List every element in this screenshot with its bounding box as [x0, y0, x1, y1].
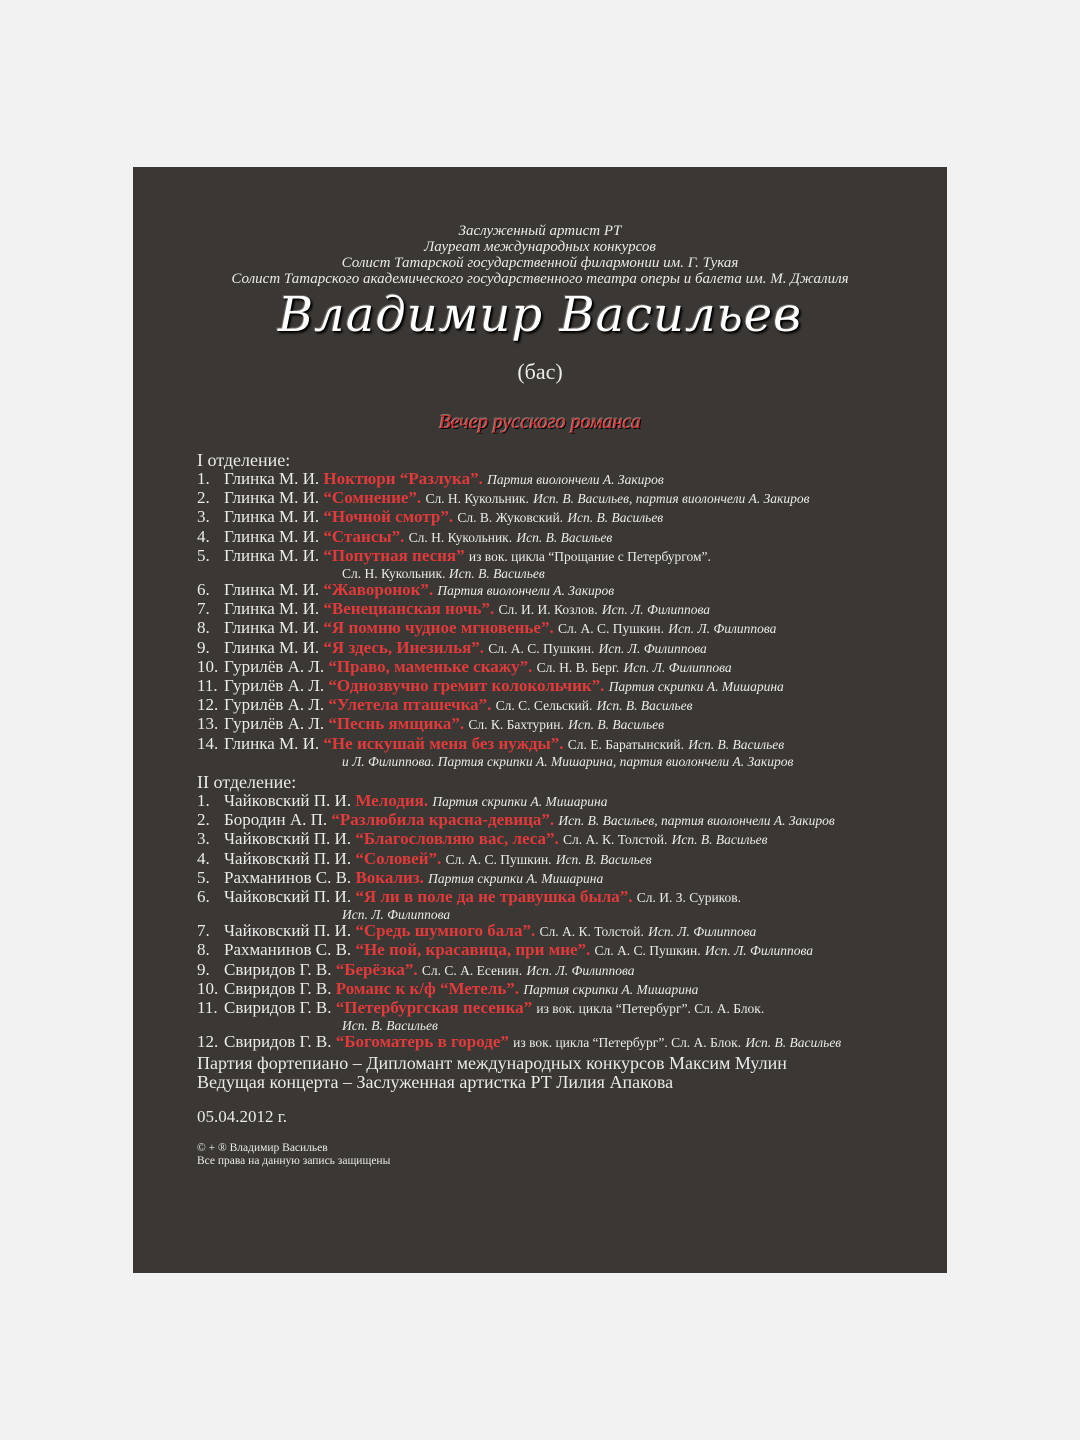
composer-name: Глинка М. И. [224, 637, 320, 657]
work-title: “Песнь ямщика”. [328, 714, 465, 734]
performer-note: Исп. Л. Филиппова [704, 943, 813, 959]
work-title: “Я ли в поле да не травушка была”. [355, 887, 633, 907]
composer-name: Глинка М. И. [224, 599, 320, 619]
program-item [197, 888, 927, 922]
work-title: “Попутная песня” [323, 545, 465, 565]
lyricist-note: из вок. цикла “Петербург”. Сл. А. Блок. [513, 1035, 742, 1051]
performer-note: Исп. Л. Филиппова [526, 962, 635, 978]
program-item [197, 639, 927, 658]
program-section-2 [197, 773, 927, 1052]
program-item [197, 869, 927, 888]
performer-note: Исп. В. Васильев [671, 832, 768, 848]
section-heading: I отделение: [197, 450, 291, 470]
item-number: 3. [197, 507, 210, 527]
composer-name: Гурилёв А. Л. [224, 676, 325, 696]
lyricist-note: Сл. В. Жуковский. [457, 510, 564, 526]
item-number: 11. [197, 998, 218, 1018]
item-number: 5. [197, 867, 210, 887]
program-item [197, 677, 927, 696]
composer-name: Свиридов Г. В. [224, 978, 332, 998]
item-number: 2. [197, 810, 210, 830]
program-item [197, 999, 927, 1033]
artist-credits [133, 223, 947, 287]
voice-type: (бас) [517, 359, 563, 384]
program-item [197, 696, 927, 715]
performer-note: Исп. В. Васильев [567, 510, 664, 526]
composer-name: Глинка М. И. [224, 733, 320, 753]
performer-note: Исп. В. Васильев [342, 1018, 438, 1034]
composer-name: Свиридов Г. В. [224, 1032, 332, 1052]
composer-name: Глинка М. И. [224, 507, 320, 527]
program-item [197, 1033, 927, 1052]
work-title: “Благословляю вас, леса”. [355, 829, 559, 849]
composer-name: Чайковский П. И. [224, 848, 352, 868]
program-item [197, 600, 927, 619]
lyricist-note: из вок. цикла “Петербург”. Сл. А. Блок. [536, 1001, 765, 1017]
lyricist-note: Сл. К. Бахтурин. [468, 717, 564, 733]
work-title: “Соловей”. [355, 848, 442, 868]
performer-note: Исп. Л. Филиппова [598, 640, 707, 656]
program-item [197, 547, 927, 581]
work-title: “Жаворонок”. [323, 580, 434, 600]
work-title: “Стансы”. [323, 526, 405, 546]
work-title: “Берёзка”. [335, 959, 418, 979]
composer-name: Глинка М. И. [224, 580, 320, 600]
performer-note: Исп. В. Васильев, партия виолончели А. Закиров [533, 491, 810, 507]
work-title: “Не искушай меня без нужды”. [323, 733, 564, 753]
lyricist-note: Сл. А. С. Пушкин. [488, 640, 595, 656]
composer-name: Глинка М. И. [224, 488, 320, 508]
item-number: 1. [197, 469, 210, 488]
concert-title: Вечер русского романса [438, 411, 642, 433]
performer-note: Исп. В. Васильев [555, 851, 652, 867]
lyricist-note: из вок. цикла “Прощание с Петербургом”. [468, 548, 711, 564]
item-number: 12. [197, 695, 219, 715]
section-2-list [197, 792, 927, 1052]
credit-line: Солист Татарской государственной филармонии им. Г. Тукая [341, 255, 739, 271]
program-item [197, 735, 927, 769]
work-title: “Я помню чудное мгновенье”. [323, 618, 554, 638]
copyright-line: © + ® Владимир Васильев [197, 1142, 328, 1154]
program-item [197, 792, 927, 811]
composer-name: Свиридов Г. В. [224, 959, 332, 979]
credit-line: Солист Татарского академического государственного театра оперы и балета им. М. Джалиля [231, 271, 849, 287]
program-item [197, 715, 927, 734]
item-number: 6. [197, 580, 210, 600]
work-title: “Улетела пташечка”. [328, 695, 492, 715]
item-number: 2. [197, 488, 210, 508]
composer-name: Гурилёв А. Л. [224, 714, 325, 734]
item-continuation [224, 1018, 927, 1033]
composer-name: Гурилёв А. Л. [224, 656, 325, 676]
host-credit: Ведущая концерта – Заслуженная артистка РТ Лилия Апакова [197, 1072, 674, 1092]
item-continuation [224, 566, 927, 581]
item-continuation [224, 754, 927, 769]
work-title: Ноктюрн “Разлука”. [323, 469, 483, 488]
program-item [197, 811, 927, 830]
lyricist-note: Сл. А. С. Пушкин. [594, 943, 701, 959]
composer-name: Глинка М. И. [224, 526, 320, 546]
section-heading: II отделение: [197, 772, 297, 792]
lyricist-note: Сл. И. И. Козлов. [498, 602, 598, 618]
composer-name: Чайковский П. И. [224, 791, 352, 810]
item-number: 4. [197, 848, 210, 868]
lyricist-note: Сл. Е. Баратынский. [567, 736, 684, 752]
program-item [197, 922, 927, 941]
performers-footer [197, 1054, 787, 1092]
item-number: 10. [197, 656, 219, 676]
lyricist-note: Сл. С. А. Есенин. [421, 962, 523, 978]
composer-name: Чайковский П. И. [224, 921, 352, 941]
composer-name: Глинка М. И. [224, 618, 320, 638]
performer-note: Исп. Л. Филиппова [648, 924, 757, 940]
performer-note: Партия скрипки А. Мишарина [523, 981, 699, 997]
performer-note: Партия виолончели А. Закиров [437, 583, 615, 599]
item-number: 1. [197, 791, 210, 810]
program-item [197, 830, 927, 849]
lyricist-note: Сл. С. Сельский. [495, 698, 593, 714]
lyricist-note: Сл. И. З. Суриков. [636, 890, 742, 906]
lyricist-note: Сл. А. К. Толстой. [563, 832, 668, 848]
program-item [197, 489, 927, 508]
item-number: 10. [197, 978, 219, 998]
item-number: 8. [197, 940, 210, 960]
program-item [197, 658, 927, 677]
lyricist-note: Сл. А. К. Толстой. [539, 924, 644, 940]
program-item [197, 508, 927, 527]
item-number: 11. [197, 676, 218, 696]
work-title: Мелодия. [355, 791, 429, 810]
item-number: 13. [197, 714, 219, 734]
performer-note: Исп. Л. Филиппова [668, 621, 777, 637]
work-title: “Право, маменьке скажу”. [328, 656, 533, 676]
performer-note: Исп. В. Васильев [516, 529, 613, 545]
item-continuation [224, 907, 927, 922]
composer-name: Глинка М. И. [224, 469, 320, 488]
composer-name: Глинка М. И. [224, 545, 320, 565]
composer-name: Чайковский П. И. [224, 829, 352, 849]
performer-note: Исп. В. Васильев [745, 1035, 842, 1051]
credit-line: Заслуженный артист РТ [458, 223, 622, 239]
item-number: 9. [197, 637, 210, 657]
program-item [197, 619, 927, 638]
item-number: 3. [197, 829, 210, 849]
composer-name: Рахманинов С. В. [224, 940, 352, 960]
composer-name: Бородин А. П. [224, 810, 328, 830]
work-title: “Я здесь, Инезилья”. [323, 637, 485, 657]
performer-note: Партия скрипки А. Мишарина [432, 794, 608, 809]
work-title: “Сомнение”. [323, 488, 422, 508]
composer-name: Свиридов Г. В. [224, 998, 332, 1018]
work-title: “Однозвучно гремит колокольчик”. [328, 676, 605, 696]
item-number: 9. [197, 959, 210, 979]
performer-note: и Л. Филиппова. Партия скрипки А. Мишарина, партия виолончели А. Закиров [342, 753, 794, 769]
performer-note: Исп. Л. Филиппова [342, 907, 451, 923]
item-number: 4. [197, 526, 210, 546]
performer-note: Партия виолончели А. Закиров [487, 472, 664, 487]
composer-name: Рахманинов С. В. [224, 867, 352, 887]
item-number: 14. [197, 733, 219, 753]
lyricist-note: Сл. А. С. Пушкин. [445, 851, 552, 867]
performer-note: Исп. В. Васильев, партия виолончели А. Закиров [558, 813, 835, 829]
program-item [197, 941, 927, 960]
section-1-list [197, 470, 927, 769]
lyricist-note: Сл. Н. Кукольник. [408, 529, 513, 545]
work-title: “Венецианская ночь”. [323, 599, 495, 619]
lyricist-note: Сл. Н. Кукольник. [342, 566, 446, 582]
item-number: 8. [197, 618, 210, 638]
credit-line: Лауреат международных конкурсов [424, 239, 656, 255]
performer-note: Исп. Л. Филиппова [601, 602, 711, 618]
piano-credit: Партия фортепиано – Дипломант международных конкурсов Максим Мулин [197, 1053, 787, 1073]
program-item [197, 850, 927, 869]
program-item [197, 961, 927, 980]
lyricist-note: Сл. Н. Кукольник. [425, 491, 529, 507]
artist-name-title: Владимир Васильев [277, 287, 803, 343]
work-title: “Не пой, красавица, при мне”. [355, 940, 591, 960]
item-number: 12. [197, 1032, 219, 1052]
work-title: Романс к к/ф “Метель”. [335, 978, 520, 998]
composer-name: Гурилёв А. Л. [224, 695, 325, 715]
item-number: 5. [197, 545, 210, 565]
composer-name: Чайковский П. И. [224, 887, 352, 907]
performer-note: Партия скрипки А. Мишарина [428, 870, 604, 886]
performer-note: Партия скрипки А. Мишарина [608, 679, 784, 695]
work-title: “Ночной смотр”. [323, 507, 454, 527]
lyricist-note: Сл. А. С. Пушкин. [557, 621, 664, 637]
work-title: Вокализ. [355, 867, 424, 887]
work-title: “Средь шумного бала”. [355, 921, 536, 941]
performer-note: Исп. В. Васильев [568, 717, 664, 733]
concert-date: 05.04.2012 г. [197, 1107, 288, 1126]
program-item [197, 980, 927, 999]
performer-note: Исп. Л. Филиппова [623, 659, 732, 675]
work-title: “Разлюбила красна-девица”. [331, 810, 555, 830]
concert-programme-sheet [133, 167, 947, 1273]
work-title: “Петербургская песенка” [335, 998, 533, 1018]
program-item [197, 470, 927, 489]
program-section-1 [197, 451, 927, 769]
performer-note: Исп. В. Васильев [596, 698, 693, 714]
work-title: “Богоматерь в городе” [335, 1032, 509, 1052]
program-item [197, 581, 927, 600]
copyright-notice [197, 1142, 390, 1167]
performer-note: Исп. В. Васильев [448, 566, 545, 582]
performer-note: Исп. В. Васильев [688, 736, 785, 752]
rights-line: Все права на данную запись защищены [197, 1154, 391, 1167]
item-number: 6. [197, 887, 210, 907]
item-number: 7. [197, 599, 210, 619]
lyricist-note: Сл. Н. В. Берг. [536, 659, 620, 675]
program-item [197, 528, 927, 547]
item-number: 7. [197, 921, 210, 941]
